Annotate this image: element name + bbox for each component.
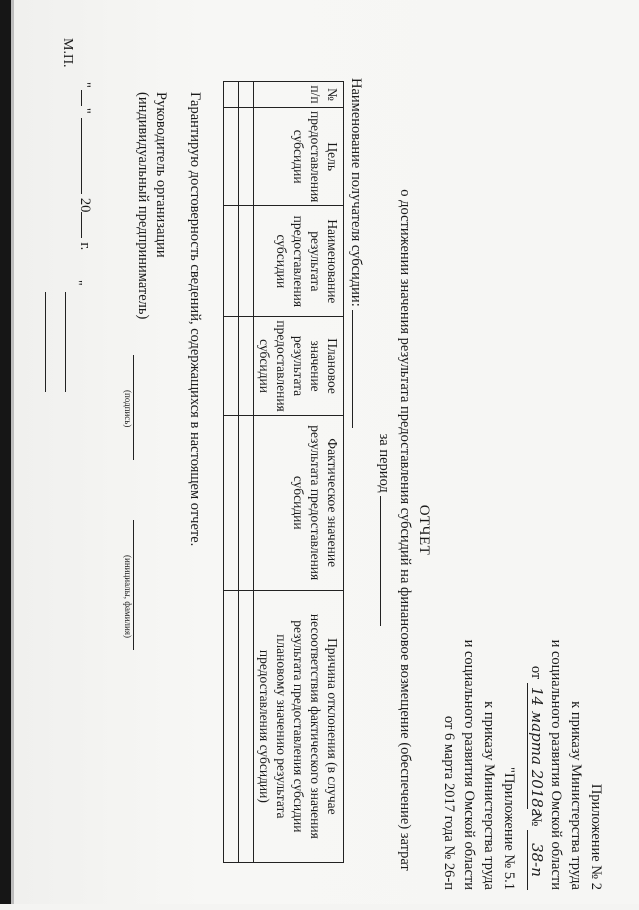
col-actual-header: Фактическое значение результата предоставления субсидии: [254, 415, 344, 590]
year-blank: [81, 212, 95, 238]
head-line2: (индивидуальный предприниматель): [135, 92, 151, 320]
recipient-line: [347, 78, 367, 428]
name-line: [133, 520, 135, 650]
annex-5-1-line2: и социального развития Омской области: [461, 639, 477, 890]
rotated-document: [28, 0, 639, 904]
annex-2-block: [526, 640, 606, 890]
annex-2-title: Приложение № 2: [588, 783, 604, 890]
annex-2-date-line: [526, 640, 546, 890]
table-cell: [239, 317, 254, 415]
table-cell: [224, 206, 239, 317]
stamp-label: М.П.: [60, 38, 75, 68]
number-prefix: №: [528, 812, 544, 827]
signature-caption: (подпись): [123, 390, 133, 428]
lower-line-1: [65, 292, 66, 392]
name-caption: (инициалы, фамилия): [123, 555, 133, 638]
year-suffix: г.: [77, 242, 93, 251]
head-label: [134, 92, 170, 319]
closing-quote: ": [69, 280, 84, 286]
scanned-page: [14, 0, 639, 904]
report-table: [223, 81, 344, 863]
head-line1: Руководитель организации: [153, 92, 169, 258]
col-number-header: № п/п: [254, 82, 344, 108]
report-title: ОТЧЕТ: [416, 504, 432, 556]
recipient-label: Наименование получателя субсидии:: [348, 78, 364, 307]
col-result-name-header: Наименование результата предоставления субсидии: [254, 206, 344, 317]
period-label: за период: [376, 433, 392, 493]
col-planned-header: Плановое значение результата предоставления субсидии: [254, 317, 344, 415]
table-header-row: [254, 82, 344, 863]
annex-5-1-title: "Приложение № 5.1: [501, 767, 517, 890]
guarantee-statement: Гарантирую достоверность сведений, содержащихся в настоящем отчете.: [187, 92, 203, 547]
table-cell: [239, 590, 254, 862]
table-cell: [224, 108, 239, 206]
table-cell: [239, 206, 254, 317]
month-blank: [81, 118, 95, 194]
table-cell: [239, 82, 254, 108]
annex-5-1-line1: к приказу Министерства труда: [481, 701, 497, 890]
from-prefix: от: [528, 665, 544, 680]
report-period: [374, 150, 395, 910]
period-blank: [380, 496, 395, 626]
annex-5-1-block: [439, 640, 519, 890]
scan-dark-edge: [0, 0, 11, 904]
table-cell: [224, 82, 239, 108]
table-row: [239, 82, 254, 863]
report-title-block: [374, 150, 433, 910]
col-goal-header: Цель предоставления субсидии: [254, 108, 344, 206]
table-cell: [224, 317, 239, 415]
date-open-quote: ": [77, 82, 93, 88]
annex-5-1-line3: от 6 марта 2017 года № 26-п: [441, 715, 457, 890]
day-blank: [81, 90, 95, 106]
col-deviation-header: Причина отклонения (в случае несоответствия фактического значения результата предоставления субсидии плановому значению результата предоставления субсидии): [254, 590, 344, 862]
signature-line: [133, 355, 135, 460]
table-cell: [239, 415, 254, 590]
annex-2-line1: к приказу Министерства труда: [568, 701, 584, 890]
lower-line-2: [45, 292, 46, 392]
table-row: [224, 82, 239, 863]
annex-2-line2: и социального развития Омской области: [548, 639, 564, 890]
handwritten-date: 14 марта 2018г: [527, 683, 546, 809]
handwritten-number: 38-п: [527, 830, 546, 890]
table-cell: [224, 415, 239, 590]
report-subtitle: о достижении значения результата предоставления субсидий на финансовое возмещение (обеспечение) затрат: [397, 189, 413, 871]
table-cell: [224, 590, 239, 862]
recipient-blank: [352, 310, 367, 428]
date-line: [76, 82, 95, 250]
date-close-quote: ": [77, 107, 93, 114]
year-prefix: 20: [77, 197, 93, 213]
table-cell: [239, 108, 254, 206]
